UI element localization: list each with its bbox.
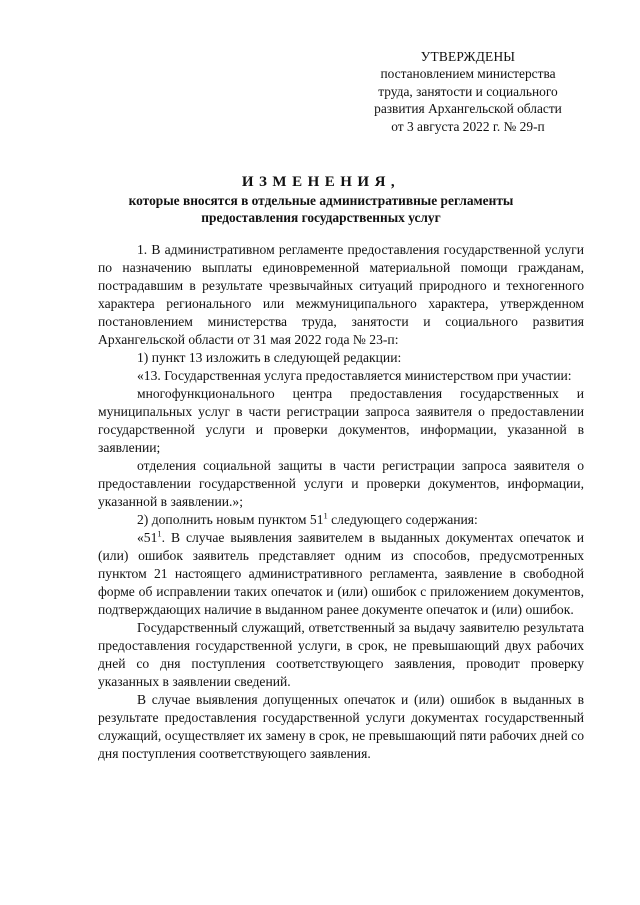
approval-stamp — [352, 48, 584, 135]
approval-title: УТВЕРЖДЕНЫ — [420, 49, 516, 64]
paragraph-4: многофункционального центра предоставления государственных и муниципальных услуг в части регистрации запроса заявителя о предоставлении государственной услуги и проверки документов, информации, указанной в заявлении; — [98, 386, 584, 455]
paragraph-7-superscript: 1 — [157, 528, 162, 539]
document-body — [98, 241, 584, 763]
approval-line-2: труда, занятости и социального — [378, 83, 558, 99]
paragraph-8: Государственный служащий, ответственный за выдачу заявителю результата предоставления государственной услуги, в срок, не превышающий двух рабочих дней со дня поступления соответствующего заявления, проводит проверку указанных в заявлении сведений. — [98, 620, 584, 689]
document-heading — [86, 173, 556, 227]
paragraph-7-text-b: . В случае выявления заявителем в выданных документах опечаток и (или) ошибок заявитель представляет одним из способов, предусмотренных пунктом 21 настоящего административного регламента, заявление в свободной форме об исправлении таких опечаток и (или) ошибок с приложением документов, подтверждающих наличие в выданном ранее документе опечаток и (или) ошибок. — [98, 530, 584, 617]
paragraph-7 — [98, 529, 584, 619]
paragraph-2: 1) пункт 13 изложить в следующей редакции: — [137, 350, 402, 365]
document-subtitle-line-2: предоставления государственных услуг — [201, 210, 441, 226]
paragraph-6-text-b: следующего содержания: — [327, 512, 478, 527]
approval-line-1: постановлением министерства — [380, 66, 556, 82]
paragraph-6 — [98, 511, 584, 529]
paragraph-6-text-a: 2) дополнить новым пунктом 51 — [137, 512, 324, 527]
document-title: ИЗМЕНЕНИЯ, — [241, 174, 401, 190]
paragraph-5: отделения социальной защиты в части регистрации запроса заявителя о предоставлении государственной услуги и проверки документов, информации, указанной в заявлении.»; — [98, 458, 584, 509]
paragraph-9: В случае выявления допущенных опечаток и (или) ошибок в выданных в результате предоставления государственной услуги документах государственный служащий, осуществляет их замену в срок, не превышающий пяти рабочих дней со дня поступления соответствующего заявления. — [98, 692, 584, 761]
document-subtitle-line-1: которые вносятся в отдельные административные регламенты — [128, 193, 514, 208]
paragraph-7-text-a: «51 — [137, 530, 158, 545]
paragraph-6-superscript: 1 — [323, 510, 328, 521]
approval-line-3: развития Архангельской области — [374, 101, 562, 117]
paragraph-1: 1. В административном регламенте предоставления государственной услуги по назначению выплаты единовременной материальной помощи гражданам, пострадавшим в результате чрезвычайных ситуаций природного и техногенного характера регионального или межмуниципального характера, утвержденном постановлением министерства труда, занятости и социального развития Архангельской области от 31 мая 2022 года № 23-п: — [98, 242, 584, 347]
paragraph-3: «13. Государственная услуга предоставляется министерством при участии: — [137, 368, 572, 383]
approval-line-4: от 3 августа 2022 г. № 29-п — [391, 118, 545, 134]
